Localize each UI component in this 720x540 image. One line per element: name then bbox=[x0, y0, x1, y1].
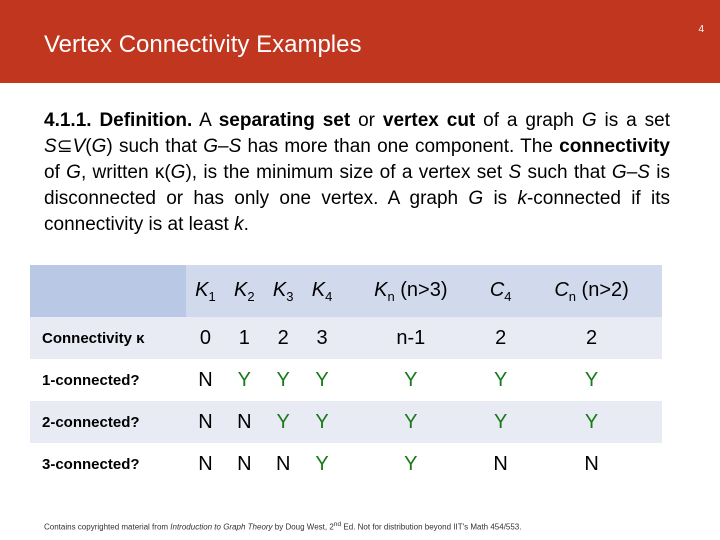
var-s: S bbox=[44, 136, 57, 157]
table-cell: Y bbox=[480, 359, 521, 401]
text: such that bbox=[521, 162, 612, 183]
graph-subscript: 2 bbox=[247, 288, 255, 304]
table-row bbox=[30, 401, 662, 443]
table-cell: 2 bbox=[521, 317, 662, 359]
var-s: S bbox=[228, 136, 242, 157]
text: ), is the minimum size of a vertex set bbox=[185, 162, 509, 183]
graph-condition: (n>3) bbox=[394, 278, 448, 301]
copyright-footer bbox=[44, 521, 521, 532]
text: is disconnected or has only one vertex. A graph bbox=[44, 162, 671, 209]
table-cell: 1 bbox=[225, 317, 264, 359]
table-cell: Y bbox=[342, 443, 481, 485]
graph-subscript: n bbox=[387, 288, 395, 304]
table-cell: n-1 bbox=[342, 317, 481, 359]
graph-subscript: 3 bbox=[286, 288, 294, 304]
column-header bbox=[225, 265, 264, 317]
book-title: Introduction to Graph Theory bbox=[170, 522, 273, 532]
text: is bbox=[483, 188, 518, 209]
graph-name: K bbox=[311, 278, 326, 301]
table-cell: N bbox=[186, 401, 225, 443]
definition-label: 4.1.1. Definition. bbox=[44, 110, 193, 131]
graph-name: K bbox=[374, 278, 388, 301]
definition-paragraph bbox=[44, 108, 670, 238]
table-cell: Y bbox=[521, 359, 662, 401]
var-g: G bbox=[170, 162, 186, 183]
table-cell: N bbox=[480, 443, 521, 485]
var-s: S bbox=[508, 162, 522, 183]
graph-subscript: 4 bbox=[325, 288, 333, 304]
table-cell: Y bbox=[342, 359, 481, 401]
table-cell: 0 bbox=[186, 317, 225, 359]
text: of a graph bbox=[475, 110, 582, 131]
row-label: 3-connected? bbox=[30, 443, 186, 485]
text: is a set bbox=[596, 110, 670, 131]
text: A bbox=[192, 110, 219, 131]
text: ) such that bbox=[106, 136, 204, 157]
var-v: V bbox=[72, 136, 86, 157]
table-corner-cell bbox=[30, 265, 186, 317]
table-cell: Y bbox=[303, 443, 342, 485]
var-g: G bbox=[91, 136, 107, 157]
table-cell: Y bbox=[521, 401, 662, 443]
var-g: G bbox=[203, 136, 219, 157]
column-header bbox=[303, 265, 342, 317]
text: -connected if its connectivity is at least bbox=[44, 188, 670, 235]
table-cell: 2 bbox=[264, 317, 303, 359]
table-cell: N bbox=[186, 443, 225, 485]
row-label: 2-connected? bbox=[30, 401, 186, 443]
text: ( bbox=[85, 136, 92, 157]
var-k: k bbox=[517, 188, 527, 209]
graph-name: C bbox=[554, 278, 569, 301]
slide-header bbox=[0, 0, 720, 83]
column-header bbox=[521, 265, 662, 317]
column-header bbox=[186, 265, 225, 317]
table-row bbox=[30, 359, 662, 401]
table-cell: Y bbox=[264, 401, 303, 443]
table-cell: Y bbox=[303, 359, 342, 401]
table-header-row bbox=[30, 265, 662, 317]
text: or bbox=[350, 110, 383, 131]
text: Contains copyrighted material from bbox=[44, 522, 171, 532]
var-s: S bbox=[637, 162, 650, 183]
graph-name: C bbox=[489, 278, 505, 301]
var-g: G bbox=[66, 162, 81, 183]
graph-name: K bbox=[272, 278, 287, 301]
var-k: k bbox=[234, 214, 244, 235]
table-cell: Y bbox=[303, 401, 342, 443]
text: of bbox=[44, 162, 67, 183]
column-header bbox=[342, 265, 481, 317]
var-g: G bbox=[581, 110, 597, 131]
column-header bbox=[480, 265, 521, 317]
graph-subscript: 1 bbox=[208, 288, 216, 304]
graph-subscript: n bbox=[568, 288, 576, 304]
text: Ed. Not for distribution beyond IIT's Math 454/553. bbox=[341, 522, 522, 532]
table-cell: 3 bbox=[303, 317, 342, 359]
page-number: 4 bbox=[698, 24, 704, 35]
text: – bbox=[626, 162, 638, 183]
term-vertex-cut: vertex cut bbox=[382, 110, 476, 131]
table-cell: Y bbox=[225, 359, 264, 401]
table-cell: N bbox=[225, 443, 264, 485]
var-g: G bbox=[468, 188, 484, 209]
slide-title: Vertex Connectivity Examples bbox=[44, 31, 362, 58]
var-g: G bbox=[611, 162, 627, 183]
term-connectivity: connectivity bbox=[559, 136, 670, 157]
text: – bbox=[218, 136, 229, 157]
table-cell: N bbox=[225, 401, 264, 443]
graph-condition: (n>2) bbox=[576, 278, 629, 301]
table-cell: Y bbox=[342, 401, 481, 443]
table-cell: N bbox=[186, 359, 225, 401]
table-cell: N bbox=[264, 443, 303, 485]
table-cell: Y bbox=[480, 401, 521, 443]
text: . bbox=[243, 214, 249, 235]
table-cell: 2 bbox=[480, 317, 521, 359]
text: , written κ( bbox=[80, 162, 171, 183]
table-cell: N bbox=[521, 443, 662, 485]
subset-symbol: ⊆ bbox=[56, 136, 73, 157]
text: nd bbox=[333, 521, 342, 528]
term-separating-set: separating set bbox=[218, 110, 351, 131]
graph-name: K bbox=[234, 278, 248, 301]
table-cell: Y bbox=[264, 359, 303, 401]
table-row bbox=[30, 443, 662, 485]
column-header bbox=[264, 265, 303, 317]
row-label: Connectivity κ bbox=[30, 317, 186, 359]
connectivity-table bbox=[30, 265, 662, 485]
graph-subscript: 4 bbox=[504, 288, 512, 304]
text: by Doug West, 2 bbox=[272, 522, 334, 532]
row-label: 1-connected? bbox=[30, 359, 186, 401]
text: has more than one component. The bbox=[241, 136, 560, 157]
table-row bbox=[30, 317, 662, 359]
graph-name: K bbox=[195, 278, 209, 301]
